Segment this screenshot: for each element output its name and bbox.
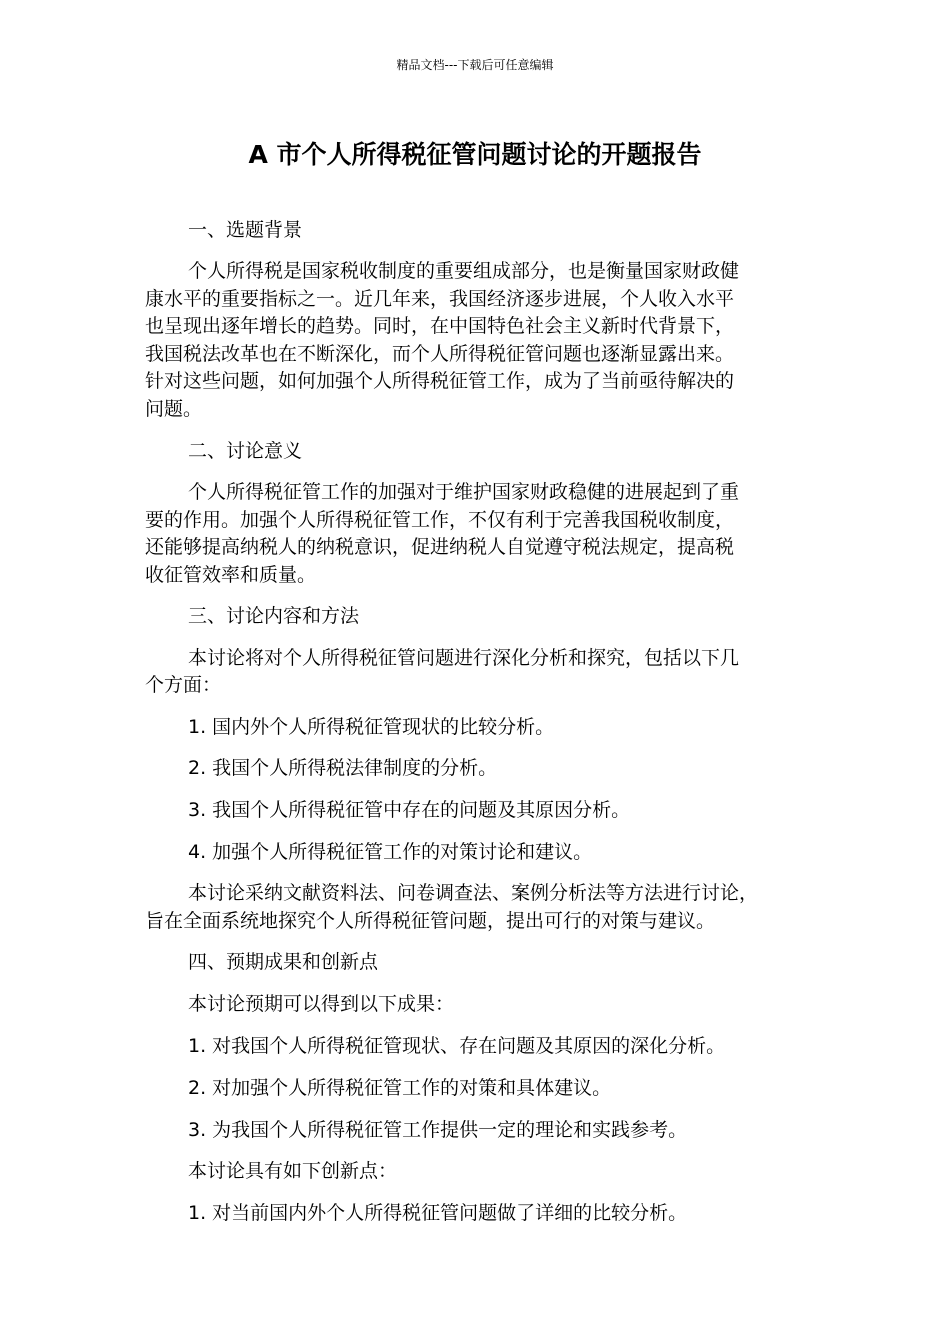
section-heading-2: 二、讨论意义 — [188, 440, 303, 462]
section-heading-3: 三、讨论内容和方法 — [188, 605, 360, 627]
paragraph-line: 个人所得税是国家税收制度的重要组成部分，也是衡量国家财政健 — [188, 260, 740, 282]
document-title: A 市个人所得税征管问题讨论的开题报告 — [248, 140, 702, 169]
paragraph-line: 问题。 — [145, 398, 203, 420]
list-item: 1. 对当前国内外个人所得税征管问题做了详细的比较分析。 — [188, 1202, 688, 1224]
list-item: 3. 为我国个人所得税征管工作提供一定的理论和实践参考。 — [188, 1119, 688, 1141]
list-item: 2. 我国个人所得税法律制度的分析。 — [188, 757, 498, 779]
paragraph-line: 要的作用。加强个人所得税征管工作，不仅有利于完善我国税收制度， — [145, 509, 735, 531]
paragraph-line: 我国税法改革也在不断深化，而个人所得税征管问题也逐渐显露出来。 — [145, 343, 735, 365]
paragraph-line: 针对这些问题，如何加强个人所得税征管工作，成为了当前亟待解决的 — [145, 370, 735, 392]
paragraph-line: 本讨论采纳文献资料法、问卷调查法、案例分析法等方法进行讨论， — [188, 882, 759, 904]
paragraph-line: 也呈现出逐年增长的趋势。同时，在中国特色社会主义新时代背景下， — [145, 315, 735, 337]
list-item: 4. 加强个人所得税征管工作的对策讨论和建议。 — [188, 841, 593, 863]
section-heading-1: 一、选题背景 — [188, 219, 303, 241]
paragraph-line: 收征管效率和质量。 — [145, 564, 317, 586]
section-heading-4: 四、预期成果和创新点 — [188, 951, 379, 973]
list-item: 1. 对我国个人所得税征管现状、存在问题及其原因的深化分析。 — [188, 1035, 726, 1057]
paragraph-line: 旨在全面系统地探究个人所得税征管问题，提出可行的对策与建议。 — [145, 910, 716, 932]
paragraph-line: 康水平的重要指标之一。近几年来，我国经济逐步进展，个人收入水平 — [145, 288, 735, 310]
list-item: 3. 我国个人所得税征管中存在的问题及其原因分析。 — [188, 799, 631, 821]
paragraph-line: 还能够提高纳税人的纳税意识，促进纳税人自觉遵守税法规定，提高税 — [145, 536, 735, 558]
paragraph-line: 个方面： — [145, 674, 222, 696]
paragraph-line: 本讨论将对个人所得税征管问题进行深化分析和探究，包括以下几 — [188, 647, 740, 669]
paragraph-line: 个人所得税征管工作的加强对于维护国家财政稳健的进展起到了重 — [188, 481, 740, 503]
paragraph-line: 本讨论预期可以得到以下成果： — [188, 993, 455, 1015]
list-item: 2. 对加强个人所得税征管工作的对策和具体建议。 — [188, 1077, 612, 1099]
paragraph-line: 本讨论具有如下创新点： — [188, 1160, 398, 1182]
list-item: 1. 国内外个人所得税征管现状的比较分析。 — [188, 716, 555, 738]
page-header: 精品文档---下载后可任意编辑 — [396, 58, 554, 72]
